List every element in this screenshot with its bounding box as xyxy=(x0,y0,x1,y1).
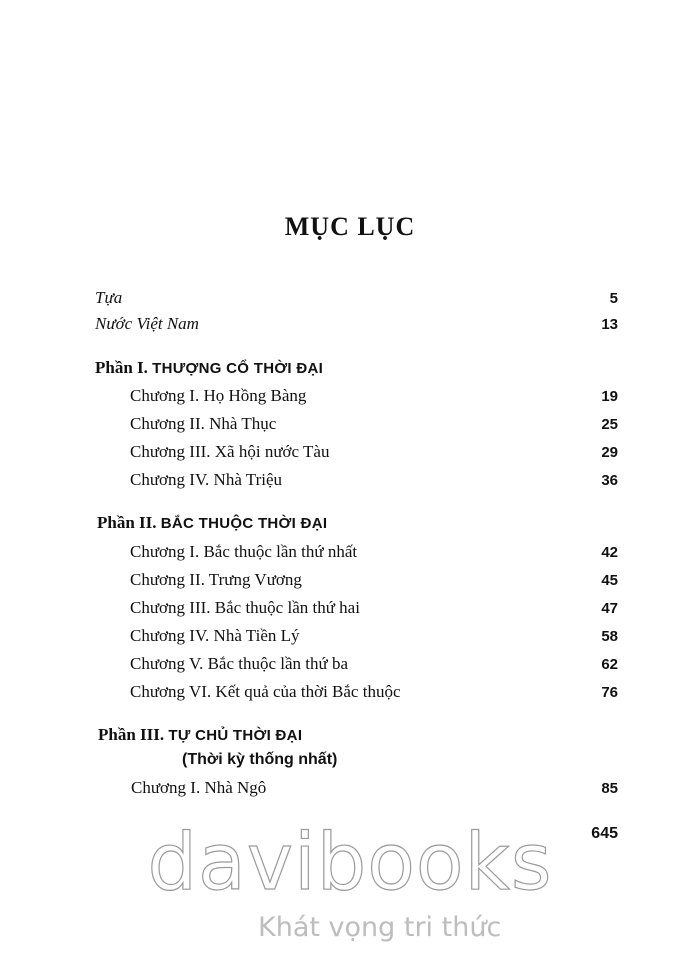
part-title: BẮC THUỘC THỜI ĐẠI xyxy=(160,515,328,532)
toc-chapter xyxy=(130,568,618,592)
chapter-page: 25 xyxy=(601,416,618,433)
chapter-page: 45 xyxy=(601,572,618,589)
chapter-page: 19 xyxy=(601,388,618,405)
toc-chapter xyxy=(130,624,618,648)
part-heading-3 xyxy=(98,722,302,748)
toc-chapter xyxy=(130,680,618,704)
chapter-page: 47 xyxy=(601,600,618,617)
watermark-tagline: Khát vọng tri thức xyxy=(258,912,502,943)
chapter-label: Chương II. Trưng Vương xyxy=(130,570,302,589)
chapter-page: 42 xyxy=(601,544,618,561)
page-title: MỤC LỤC xyxy=(284,212,416,241)
watermark-logo: davibooks xyxy=(147,818,553,908)
toc-entry-vietnam xyxy=(95,312,618,336)
chapter-label: Chương IV. Nhà Triệu xyxy=(130,470,283,489)
part-title: TỰ CHỦ THỜI ĐẠI xyxy=(168,727,303,744)
chapter-page: 62 xyxy=(601,656,618,673)
toc-entry-preface xyxy=(95,286,618,310)
toc-chapter xyxy=(130,412,618,436)
chapter-page: 36 xyxy=(601,472,618,489)
part-subtitle: (Thời kỳ thống nhất) xyxy=(182,751,338,768)
chapter-label: Chương I. Bắc thuộc lần thứ nhất xyxy=(130,542,358,561)
toc-chapter xyxy=(130,440,618,464)
chapter-label: Chương I. Họ Hồng Bàng xyxy=(130,386,307,405)
chapter-page: 29 xyxy=(601,444,618,461)
entry-label: Nước Việt Nam xyxy=(95,314,199,333)
chapter-label: Chương I. Nhà Ngô xyxy=(131,778,267,797)
chapter-page: 58 xyxy=(601,628,618,645)
part-prefix: Phần III. xyxy=(98,725,165,744)
chapter-page: 76 xyxy=(601,684,618,701)
chapter-label: Chương III. Xã hội nước Tàu xyxy=(130,442,330,461)
chapter-label: Chương III. Bắc thuộc lần thứ hai xyxy=(130,598,360,617)
chapter-label: Chương II. Nhà Thục xyxy=(130,414,277,433)
entry-page: 13 xyxy=(601,316,618,333)
page-number: 645 xyxy=(591,825,618,842)
part-title: THƯỢNG CỔ THỜI ĐẠI xyxy=(152,360,324,377)
toc-chapter xyxy=(131,776,618,800)
chapter-label: Chương IV. Nhà Tiền Lý xyxy=(130,626,300,645)
toc-chapter xyxy=(130,596,618,620)
toc-chapter xyxy=(130,468,618,492)
part-prefix: Phần II. xyxy=(97,513,157,532)
chapter-page: 85 xyxy=(601,780,618,797)
toc-chapter xyxy=(130,384,618,408)
part-heading-1 xyxy=(95,355,323,381)
entry-label: Tựa xyxy=(95,288,123,307)
toc-chapter xyxy=(130,652,618,676)
toc-chapter xyxy=(130,540,618,564)
chapter-label: Chương V. Bắc thuộc lần thứ ba xyxy=(130,654,349,673)
entry-page: 5 xyxy=(609,290,618,307)
chapter-label: Chương VI. Kết quả của thời Bắc thuộc xyxy=(130,682,401,701)
part-prefix: Phần I. xyxy=(95,358,148,377)
part-heading-2 xyxy=(97,510,327,536)
